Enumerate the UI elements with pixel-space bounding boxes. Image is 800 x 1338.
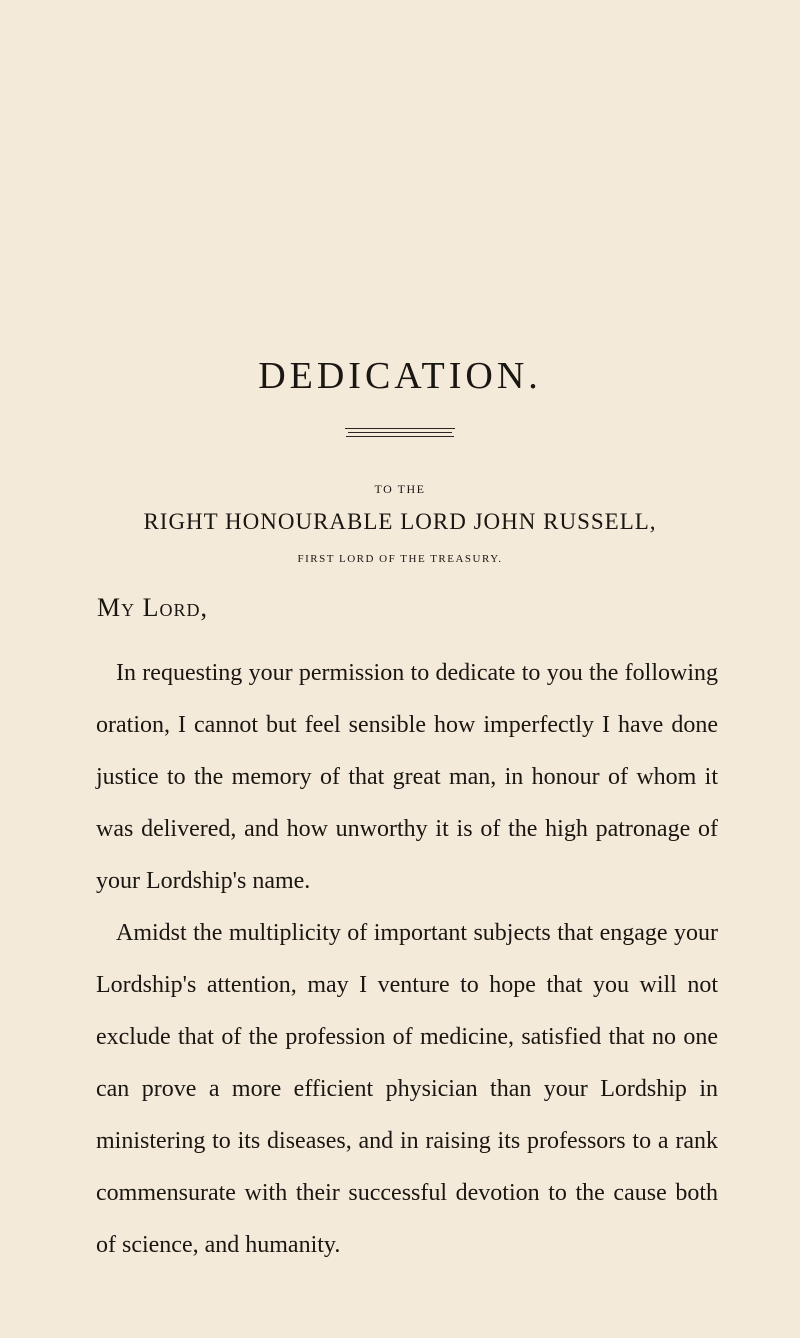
page-title: DEDICATION. bbox=[258, 355, 542, 397]
body-paragraph-1: In requesting your permission to dedicate to you the following oration, I cannot but feel sensible how imperfectly I have done justice to the memory of that great man, in honour of whom it was delivered, and how unworthy it is of the high patronage of your Lordship's name. bbox=[96, 660, 718, 894]
ornamental-rule bbox=[345, 428, 455, 429]
ornamental-rule bbox=[348, 432, 452, 433]
salutation: My Lord, bbox=[97, 593, 209, 622]
ornamental-rule bbox=[346, 436, 454, 437]
body-paragraph-2: Amidst the multiplicity of important subjects that engage your Lordship's attention, may I venture to hope that you will not exclude that of the profession of medicine, satisfied that no one can prove a more efficient physician than your Lordship in ministering to its diseases, and in raising its professors to a rank commensurate with their successful devotion to the cause both of science, and humanity. bbox=[96, 920, 718, 1258]
recipient-name: RIGHT HONOURABLE LORD JOHN RUSSELL, bbox=[143, 509, 657, 534]
address-to-line: TO THE bbox=[374, 482, 426, 496]
recipient-office: FIRST LORD OF THE TREASURY. bbox=[297, 553, 503, 565]
